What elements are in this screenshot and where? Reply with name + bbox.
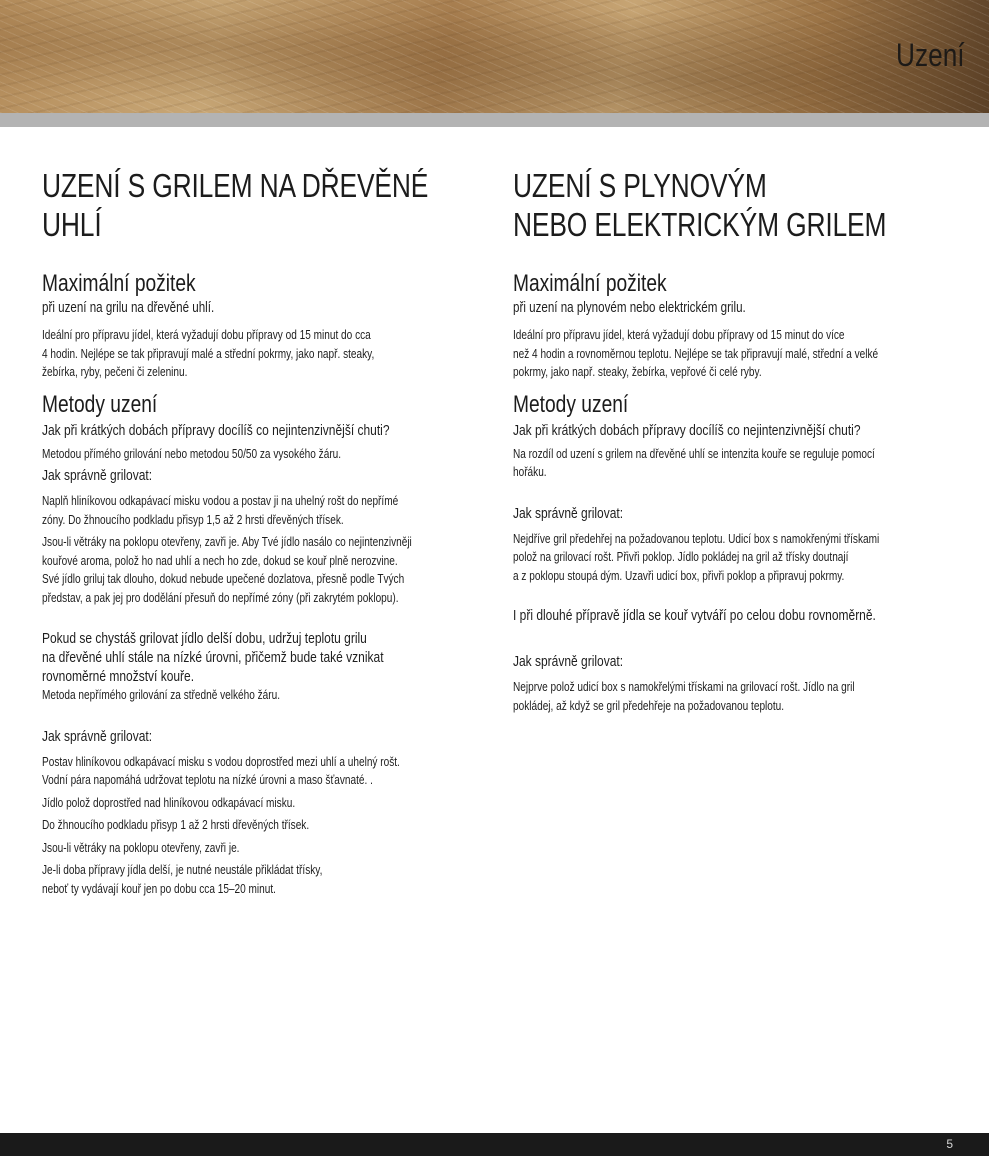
left-title: UZENÍ S GRILEM NA DŘEVĚNÉ UHLÍ <box>42 167 429 243</box>
right-intro-paragraph: Ideální pro přípravu jídel, která vyžadují dobu přípravy od 15 minut do více než 4 hodin a rovnoměrnou teplotu. Nejlépe se tak připravují malé, střední a velké pokrmy, jako např. steaky, žebírka, vepřové či celé ryby. <box>513 328 879 379</box>
left-subheading-grilovat: Jak správně grilovat: <box>42 727 153 745</box>
left-step-paragraph: Je-li doba přípravy jídla delší, je nutné neustále přikládat třísky, neboť ty vydávají kouř jen po dobu cca 15–20 minut. <box>42 863 323 896</box>
page-number: 5 <box>946 1137 953 1151</box>
header-divider-band <box>0 113 989 127</box>
left-long-cook-lead: Pokud se chystáš grilovat jídlo delší dobu, udržuj teplotu grilu na dřevěné uhlí stále na nízké úrovni, přičemž bude také vznikat rovnoměrné množství kouře. <box>42 630 384 685</box>
left-heading-max-pozitek: Maximální požitek <box>42 270 196 297</box>
left-step-paragraph: Do žhnoucího podkladu přisyp 1 až 2 hrsti dřevěných třísek. <box>42 818 310 832</box>
section-title: Uzení <box>896 37 965 73</box>
right-subheading-grilovat: Jak správně grilovat: <box>513 653 624 670</box>
left-step-paragraph: Jsou-li větráky na poklopu otevřeny, zavři je. <box>42 840 240 855</box>
left-question: Jak při krátkých dobách přípravy docílíš co nejintenzivnější chuti? <box>42 421 390 439</box>
footer-bar <box>0 1133 989 1156</box>
right-step-paragraph: Nejdříve gril předehřej na požadovanou teplotu. Udicí box s namokřenými třískami polož na grilovací rošt. Přivři poklop. Jídlo pokládej na gril až třísky doutnají a z poklopu stoupá dým. Uzavři udicí box, přivři poklop a připravuj pokrmy. <box>513 531 880 583</box>
left-method-indirect: Metoda nepřímého grilování za středně velkého žáru. <box>42 688 281 702</box>
right-lead: při uzení na plynovém nebo elektrickém grilu. <box>513 300 746 316</box>
right-heading-max-pozitek: Maximální požitek <box>513 270 667 297</box>
left-step-paragraph: Jídlo polož doprostřed nad hliníkovou odkapávací misku. <box>42 795 296 810</box>
right-step-paragraph: Nejprve polož udicí box s namokřelými třískami na grilovací rošt. Jídlo na gril pokládej, až když se gril předehřeje na požadovanou teplotu. <box>513 680 855 713</box>
right-question: Jak při krátkých dobách přípravy docílíš co nejintenzivnější chuti? <box>513 421 861 439</box>
right-burner-note: Na rozdíl od uzení s grilem na dřevěné uhlí se intenzita kouře se reguluje pomocí hořáku. <box>513 446 875 479</box>
right-subheading-grilovat: Jak správně grilovat: <box>513 504 624 522</box>
left-step-paragraph: Naplň hliníkovou odkapávací misku vodou a postav ji na uhelný rošt do nepřímé zóny. Do žhnoucího podkladu přisyp 1,5 až 2 hrsti dřevěných třísek. <box>42 494 399 527</box>
left-intro-paragraph: Ideální pro přípravu jídel, která vyžadují dobu přípravy od 15 minut do cca 4 hodin. Nejlépe se tak připravují malé a střední pokrmy, jako např. steaky, žebírka, ryby, pečeni či zeleninu. <box>42 328 375 379</box>
right-heading-metody: Metody uzení <box>513 390 629 418</box>
left-subheading-grilovat: Jak správně grilovat: <box>42 467 153 484</box>
left-step-paragraph: Postav hliníkovou odkapávací misku s vodou doprostřed mezi uhlí a uhelný rošt. Vodní pára napomáhá udržovat teplotu na nízké úrovni a maso šťavnaté. . <box>42 754 400 787</box>
left-step-paragraph: Jsou-li větráky na poklopu otevřeny, zavři je. Aby Tvé jídlo nasálo co nejintenzivněji kouřové aroma, polož ho nad uhlí a nech ho zde, dokud se kouř plně nerozvine. Své jídlo griluj tak dlouho, dokud nebude upečené dozlatova, přesně podle Tvých představ, a pak jej pro dodělání přesuň do nepřímé zóny (při zakrytém poklopu). <box>42 535 412 605</box>
right-column <box>513 166 963 715</box>
right-title: UZENÍ S PLYNOVÝM NEBO ELEKTRICKÝM GRILEM <box>513 167 887 243</box>
right-long-cook-note: I při dlouhé přípravě jídla se kouř vytváří po celou dobu rovnoměrně. <box>513 607 876 624</box>
left-column <box>42 166 487 898</box>
left-method-direct: Metodou přímého grilování nebo metodou 50/50 za vysokého žáru. <box>42 446 342 461</box>
header-wood-banner <box>0 0 989 113</box>
left-heading-metody: Metody uzení <box>42 390 158 418</box>
left-lead: při uzení na grilu na dřevěné uhlí. <box>42 300 215 316</box>
